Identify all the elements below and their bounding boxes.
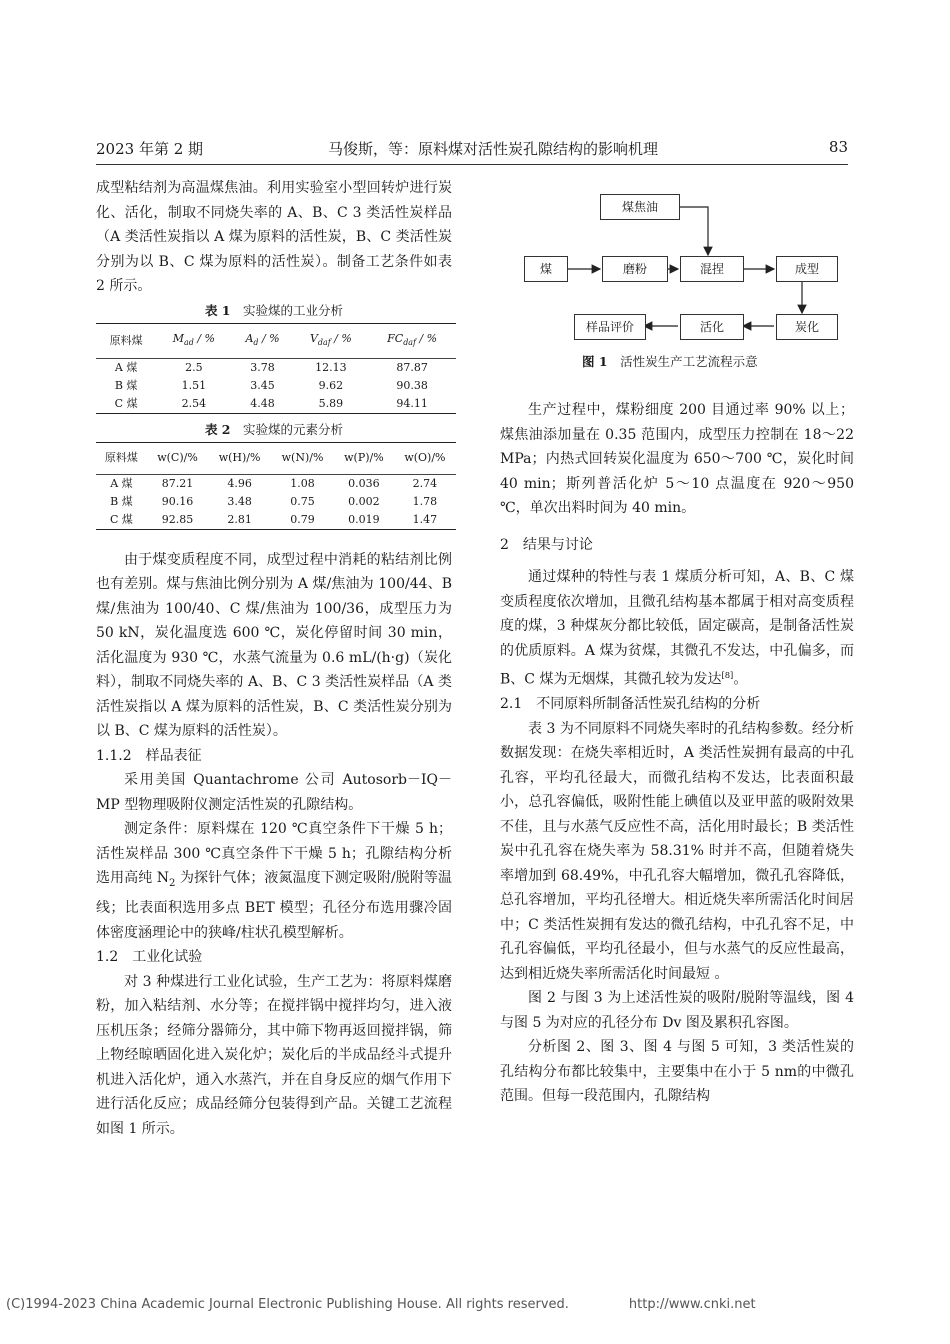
table-row: A 煤 2.5 3.78 12.13 87.87 xyxy=(114,361,428,375)
left-column xyxy=(96,176,452,1141)
node-carbonize: 炭化 xyxy=(776,314,838,340)
table1-col-ad: $A_d$ / % xyxy=(231,323,293,359)
node-form: 成型 xyxy=(776,256,838,282)
page-number: 83 xyxy=(828,138,848,156)
table-row: B 煤 90.16 3.48 0.75 0.002 1.78 xyxy=(110,494,438,508)
table2 xyxy=(96,442,456,530)
figure1-label: 图 1 xyxy=(582,354,608,369)
table1 xyxy=(96,323,456,415)
instrument-paragraph: 采用美国 Quantachrome 公司 Autosorb－IQ－MP 型物理吸附仪测定活性炭的孔隙结构。 xyxy=(96,772,452,813)
node-mix: 混捏 xyxy=(680,256,744,282)
node-activate: 活化 xyxy=(680,314,744,340)
copyright-text: (C)1994-2023 China Academic Journal Electronic Publishing House. All rights reserved. xyxy=(6,1297,569,1312)
ratio-paragraph: 由于煤变质程度不同，成型过程中消耗的粘结剂比例也有差别。煤与焦油比例分别为 A 煤/焦油为 100/44、B 煤/焦油为 100/40、C 煤/焦油为 100/36，成型压力为 50 kN，炭化温度选 600 ℃，炭化停留时间 30 min，活化温度为 930 ℃，水蒸气流量为 0.6 mL/(h·g)（炭化料），制取不同烧失率的 A、B、C 3 类活性炭样品（A 类活性炭指以 A 煤为原料的活性炭，B、C 类活性炭分别为以 B、C 煤为原料的活性炭）。 xyxy=(96,551,452,740)
table2-caption xyxy=(96,420,452,440)
table1-col-fcdaf: $FC_{daf}$ / % xyxy=(368,323,456,359)
table1-col-mad: $M_{ad}$ / % xyxy=(156,323,231,359)
figure1-flowchart xyxy=(520,183,860,373)
table2-header-row: 原料煤 w(C)/% w(H)/% w(N)/% w(P)/% w(O)/% xyxy=(96,443,456,475)
table2-title: 实验煤的元素分析 xyxy=(243,422,344,438)
table1-col-coal: 原料煤 xyxy=(96,323,156,359)
table1-col-vdaf: $V_{daf}$ / % xyxy=(294,323,369,359)
node-coal: 煤 xyxy=(524,256,568,282)
table-row: A 煤 87.21 4.96 1.08 0.036 2.74 xyxy=(110,476,438,490)
journal-issue: 2023 年第 2 期 xyxy=(96,140,204,158)
article-running-title: 马俊斯，等：原料煤对活性炭孔隙结构的影响机理 xyxy=(328,140,659,158)
figure1-caption xyxy=(582,352,758,370)
node-coal-tar: 煤焦油 xyxy=(600,194,680,220)
section-2-1-heading: 2.1 不同原料所制备活性炭孔结构的分析 xyxy=(500,696,761,713)
intro-paragraph: 成型粘结剂为高温煤焦油。利用实验室小型回转炉进行炭化、活化，制取不同烧失率的 A、B、C 3 类活性炭样品（A 类活性炭指以 A 煤为原料的活性炭，B、C 类活性炭分别为以 B、C 煤为原料的活性炭）。制备工艺条件如表 2 所示。 xyxy=(96,180,452,294)
table1-title: 实验煤的工业分析 xyxy=(243,302,344,318)
results-paragraph: 通过煤种的特性与表 1 煤质分析可知，A、B、C 煤变质程度依次增加，且微孔结构基本都属于相对高变质程度的煤，3 种煤灰分都比较低，固定碳高，是制备活性炭的优质原料。A 煤为贫煤，其微孔不发达，中孔偏多，而 B、C 煤为无烟煤，其微孔较为发达[8]。 xyxy=(500,569,854,688)
header-rule xyxy=(96,164,848,165)
table2-label: 表 2 xyxy=(204,422,231,438)
table-row: B 煤 1.51 3.45 9.62 90.38 xyxy=(114,379,428,393)
table-row: C 煤 2.54 4.48 5.89 94.11 xyxy=(96,395,456,414)
section-1-1-2-heading: 1.1.2 样品表征 xyxy=(96,747,202,764)
table-row: C 煤 92.85 2.81 0.79 0.019 1.47 xyxy=(96,511,456,530)
cnki-url: http://www.cnki.net xyxy=(628,1297,756,1312)
node-grind: 磨粉 xyxy=(602,256,668,282)
right-column xyxy=(500,398,854,1109)
process-paragraph: 生产过程中，煤粉细度 200 目通过率 90% 以上；煤焦油添加量在 0.35 范围内，成型压力控制在 18～22 MPa；内热式回转炭化温度为 650～700 ℃，炭化时间 40 min；斯列普活化炉 5～10 点温度在 920～950 ℃，单次出料时间为 40 min。 xyxy=(500,402,854,516)
section-1-2-heading: 1.2 工业化试验 xyxy=(96,949,203,966)
table1-label: 表 1 xyxy=(204,302,231,318)
industrial-paragraph: 对 3 种煤进行工业化试验，生产工艺为：将原料煤磨粉，加入粘结剂、水分等；在搅拌锅中搅拌均匀，进入液压机压条；经筛分器筛分，其中筛下物再返回搅拌锅，筛上物经晾晒固化进入炭化炉；炭化后的半成品经斗式提升机进入活化炉，通入水蒸汽，并在自身反应的烟气作用下进行活化反应；成品经筛分包装得到产品。关键工艺流程如图 1 所示。 xyxy=(96,973,452,1137)
analysis-paragraph: 分析图 2、图 3、图 4 与图 5 可知，3 类活性炭的孔结构分布都比较集中，主要集中在小于 5 nm的中微孔范围。但每一段范围内，孔隙结构 xyxy=(500,1039,854,1105)
table3-paragraph: 表 3 为不同原料不同烧失率时的孔结构参数。经分析数据发现：在烧失率相近时，A 类活性炭拥有最高的中孔孔容，平均孔径最大，而微孔结构不发达，比表面积最小，总孔容偏低，吸附性能上碘值以及亚甲蓝的吸附效果不佳，且与水蒸气反应性不高，活化用时最长；B 类活性炭中孔孔容在烧失率为 58.31% 时并不高，但随着烧失率增加到 68.49%，中孔孔容大幅增加，微孔孔容降低，总孔容增加，平均孔径增大。相近烧失率所需活化时间居中；C 类活性炭拥有发达的微孔结构，中孔孔容不足，中孔孔容偏低，平均孔径最小，但与水蒸气的反应性最高，达到相近烧失率所需活化时间最短 。 xyxy=(500,720,854,982)
table1-caption xyxy=(96,301,452,321)
node-evaluate: 样品评价 xyxy=(574,314,646,340)
copyright-footer xyxy=(6,1297,756,1312)
conditions-paragraph: 测定条件：原料煤在 120 ℃真空条件下干燥 5 h；活性炭样品 300 ℃真空条件下干燥 5 h；孔隙结构分析选用高纯 $N_2$ 为探针气体；液氮温度下测定吸附/脱附等温线；比表面积选用多点 BET 模型；孔径分布选用骤冷固体密度涵理论中的狭峰/柱状孔模型解析。 xyxy=(96,821,452,941)
table1-header-row xyxy=(96,323,456,359)
section-2-heading: 2 结果与讨论 xyxy=(500,536,593,553)
figure1-title: 活性炭生产工艺流程示意 xyxy=(620,354,758,369)
running-header xyxy=(96,138,848,164)
figures-paragraph: 图 2 与图 3 为上述活性炭的吸附/脱附等温线，图 4 与图 5 为对应的孔径分布 Dv 图及累积孔容图。 xyxy=(500,990,854,1031)
